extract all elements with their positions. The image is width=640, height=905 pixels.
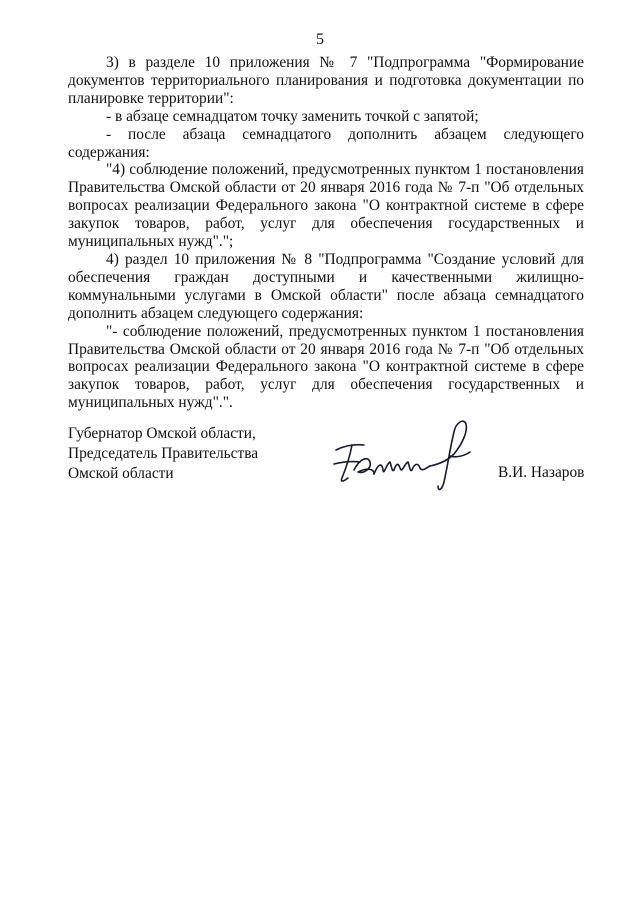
paragraph-add-after-17: - после абзаца семнадцатого дополнить абзацем следующего содержания: [68,125,584,161]
handwritten-signature [330,412,500,497]
paragraph-item-3: 3) в разделе 10 приложения № 7 "Подпрограмма "Формирование документов территориального планирования и подготовка документации по планировке территории": [68,54,584,107]
page-number: 5 [316,31,324,48]
signatory-name: В.И. Назаров [498,464,585,481]
signatory-title-line-1: Губернатор Омской области, [68,425,256,442]
document-body [68,54,584,412]
signatory-title [68,424,268,484]
signatory-title-line-3: Омской области [68,465,174,482]
paragraph-new-item: "- соблюдение положений, предусмотренных пунктом 1 постановления Правительства Омской области от 20 января 2016 года № 7-п "Об отдельных вопросах реализации Федерального закона "О контрактной системе в сфере закупок товаров, работ, услуг для обеспечения государственных и муниципальных нужд".". [68,322,584,412]
paragraph-new-item-4: "4) соблюдение положений, предусмотренных пунктом 1 постановления Правительства Омской области от 20 января 2016 года № 7-п "Об отдельных вопросах реализации Федерального закона "О контрактной системе в сфере закупок товаров, работ, услуг для обеспечения государственных и муниципальных нужд"."; [68,161,584,251]
paragraph-item-4: 4) раздел 10 приложения № 8 "Подпрограмма "Создание условий для обеспечения граждан доступными и качественными жилищно-коммунальными услугами в Омской области" после абзаца семнадцатого дополнить абзацем следующего содержания: [68,250,584,322]
paragraph-replace-dot: - в абзаце семнадцатом точку заменить точкой с запятой; [106,107,479,125]
signatory-title-line-2: Председатель Правительства [68,445,259,462]
